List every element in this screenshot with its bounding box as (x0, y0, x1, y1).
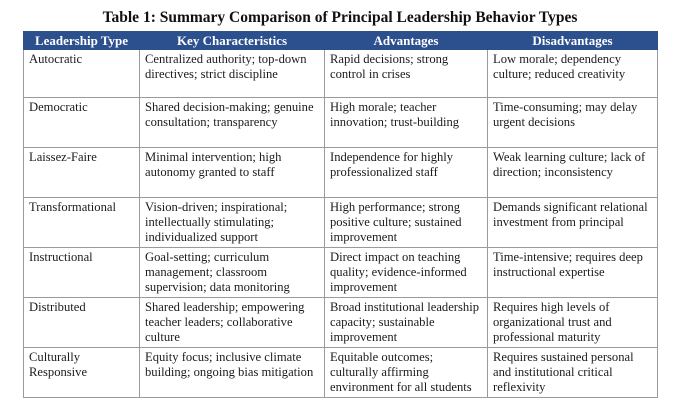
cell-advantages: High performance; strong positive culture; sustained improvement (325, 198, 488, 248)
cell-leadership-type: Laissez-Faire (24, 148, 140, 198)
table-row (24, 98, 658, 148)
cell-disadvantages: Requires high levels of organizational trust and professional maturity (488, 298, 658, 348)
table-caption: Table 1: Summary Comparison of Principal Leadership Behavior Types (102, 9, 578, 26)
cell-disadvantages: Requires sustained personal and institutional critical reflexivity (488, 348, 658, 398)
header-row (24, 32, 658, 50)
header-leadership-type: Leadership Type (24, 32, 140, 50)
table-row (24, 198, 658, 248)
cell-leadership-type: Instructional (24, 248, 140, 298)
table-row (24, 50, 658, 98)
cell-advantages: Broad institutional leadership capacity; sustainable improvement (325, 298, 488, 348)
cell-disadvantages: Low morale; dependency culture; reduced creativity (488, 50, 658, 98)
cell-leadership-type: Democratic (24, 98, 140, 148)
cell-advantages: Independence for highly professionalized staff (325, 148, 488, 198)
cell-key-characteristics: Vision-driven; inspirational; intellectually stimulating; individualized support (140, 198, 325, 248)
header-key-characteristics: Key Characteristics (140, 32, 325, 50)
cell-leadership-type: Distributed (24, 298, 140, 348)
cell-leadership-type: Culturally Responsive (24, 348, 140, 398)
cell-disadvantages: Time-intensive; requires deep instructional expertise (488, 248, 658, 298)
cell-disadvantages: Demands significant relational investment from principal (488, 198, 658, 248)
cell-key-characteristics: Equity focus; inclusive climate building; ongoing bias mitigation (140, 348, 325, 398)
cell-key-characteristics: Goal-setting; curriculum management; classroom supervision; data monitoring (140, 248, 325, 298)
cell-key-characteristics: Shared decision-making; genuine consultation; transparency (140, 98, 325, 148)
table-row (24, 248, 658, 298)
cell-disadvantages: Weak learning culture; lack of direction; inconsistency (488, 148, 658, 198)
table-row (24, 148, 658, 198)
cell-key-characteristics: Centralized authority; top-down directives; strict discipline (140, 50, 325, 98)
cell-key-characteristics: Minimal intervention; high autonomy granted to staff (140, 148, 325, 198)
cell-advantages: Direct impact on teaching quality; evidence-informed improvement (325, 248, 488, 298)
cell-advantages: High morale; teacher innovation; trust-building (325, 98, 488, 148)
header-disadvantages: Disadvantages (488, 32, 658, 50)
cell-advantages: Equitable outcomes; culturally affirming environment for all students (325, 348, 488, 398)
cell-leadership-type: Autocratic (24, 50, 140, 98)
cell-leadership-type: Transformational (24, 198, 140, 248)
cell-advantages: Rapid decisions; strong control in crises (325, 50, 488, 98)
table-row (24, 348, 658, 398)
table-row (24, 298, 658, 348)
leadership-comparison-table (23, 31, 658, 398)
cell-disadvantages: Time-consuming; may delay urgent decisions (488, 98, 658, 148)
cell-key-characteristics: Shared leadership; empowering teacher leaders; collaborative culture (140, 298, 325, 348)
header-advantages: Advantages (325, 32, 488, 50)
